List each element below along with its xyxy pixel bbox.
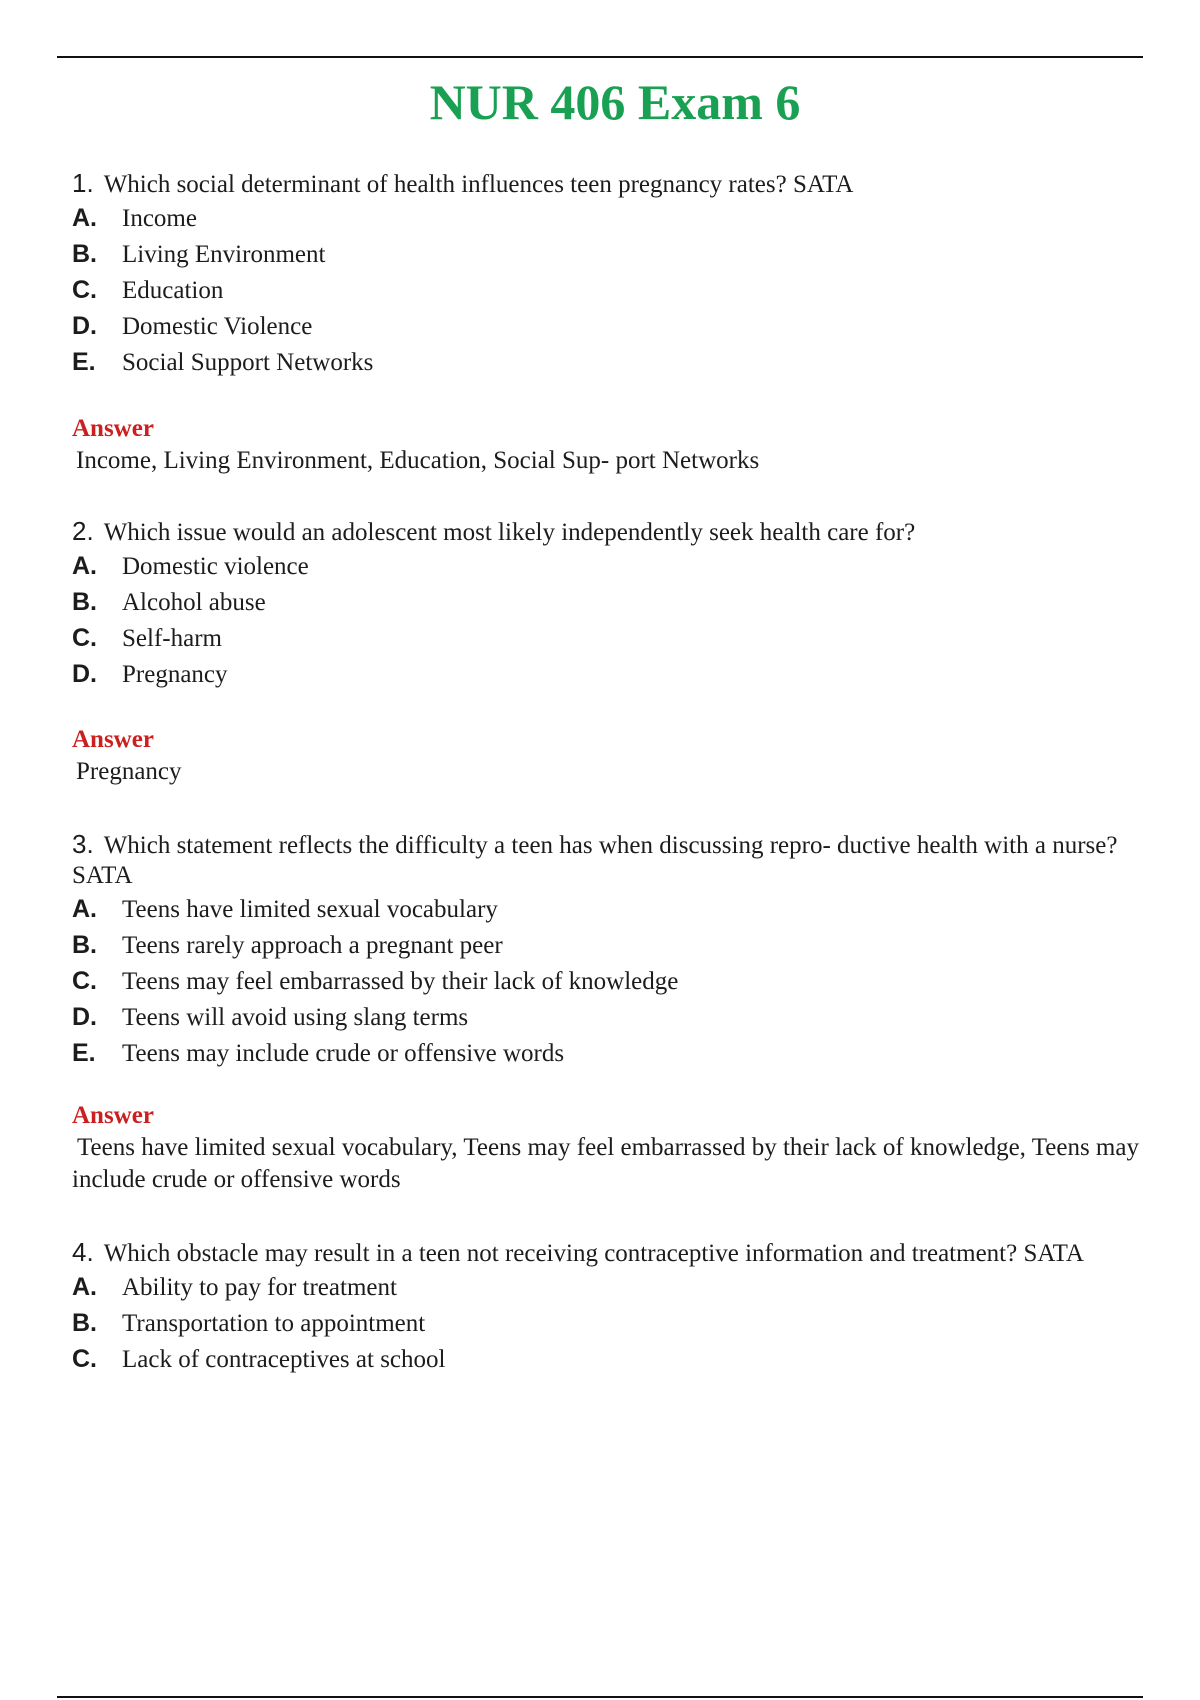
option-text: Teens rarely approach a pregnant peer [122, 932, 503, 959]
question-4 [72, 1237, 1152, 1377]
option-text: Domestic Violence [122, 313, 313, 340]
question-2 [72, 516, 1152, 692]
option-letter: D. [72, 312, 97, 340]
option-letter: C. [72, 624, 97, 652]
answer-label: Answer [72, 1102, 154, 1129]
option-c [72, 620, 1152, 656]
option-text: Teens may include crude or offensive words [122, 1040, 565, 1067]
question-1 [72, 168, 1152, 380]
option-a [72, 548, 1152, 584]
option-text: Pregnancy [122, 661, 228, 688]
option-e [72, 1035, 1152, 1071]
option-text: Alcohol abuse [122, 589, 266, 616]
option-letter: C. [72, 276, 97, 304]
question-number: 2. [72, 516, 94, 546]
page-title: NUR 406 Exam 6 [429, 74, 801, 130]
option-text: Domestic violence [122, 553, 309, 580]
option-text: Teens have limited sexual vocabulary [122, 896, 498, 923]
question-text [72, 516, 1152, 548]
question-stem: Which issue would an adolescent most likely independently seek health care for? [103, 519, 916, 546]
option-text: Lack of contraceptives at school [122, 1346, 446, 1373]
option-letter: E. [72, 348, 96, 376]
option-text: Ability to pay for treatment [122, 1274, 397, 1301]
option-text: Transportation to appointment [122, 1310, 426, 1337]
answer-label: Answer [72, 726, 154, 753]
question-3 [72, 829, 1152, 1071]
option-letter: D. [72, 660, 97, 688]
option-e [72, 344, 1152, 380]
option-b [72, 1305, 1152, 1341]
answer-3 [72, 1100, 1152, 1196]
option-c [72, 963, 1152, 999]
option-text: Education [122, 277, 224, 304]
option-text: Income [122, 205, 197, 232]
option-letter: A. [72, 552, 97, 580]
answer-text: Teens have limited sexual vocabulary, Teens may feel embarrassed by their lack of knowledge, Teens may include crude or offensive words [72, 1134, 1139, 1193]
question-number: 1. [72, 168, 94, 198]
answer-text: Income, Living Environment, Education, Social Sup- port Networks [76, 447, 760, 474]
option-text: Self-harm [122, 625, 222, 652]
option-b [72, 927, 1152, 963]
option-d [72, 999, 1152, 1035]
answer-1 [72, 413, 1152, 477]
option-letter: B. [72, 240, 97, 268]
option-b [72, 236, 1152, 272]
question-number: 3. [72, 829, 94, 859]
question-number: 4. [72, 1237, 94, 1267]
option-a [72, 891, 1152, 927]
question-stem: Which social determinant of health influences teen pregnancy rates? SATA [103, 171, 854, 198]
question-text [72, 1237, 1152, 1269]
option-b [72, 584, 1152, 620]
option-a [72, 1269, 1152, 1305]
option-d [72, 656, 1152, 692]
option-letter: A. [72, 1273, 97, 1301]
bottom-rule [57, 1696, 1143, 1698]
question-text [72, 168, 1152, 200]
option-letter: C. [72, 967, 97, 995]
option-letter: A. [72, 895, 97, 923]
option-a [72, 200, 1152, 236]
answer-text: Pregnancy [76, 758, 182, 785]
question-text [72, 829, 1152, 891]
option-letter: B. [72, 588, 97, 616]
option-text: Teens will avoid using slang terms [122, 1004, 469, 1031]
option-letter: A. [72, 204, 97, 232]
option-letter: B. [72, 931, 97, 959]
top-rule [57, 56, 1143, 58]
option-text: Social Support Networks [122, 349, 374, 376]
option-letter: B. [72, 1309, 97, 1337]
answer-label: Answer [72, 415, 154, 442]
option-d [72, 308, 1152, 344]
option-c [72, 1341, 1152, 1377]
question-stem: Which obstacle may result in a teen not receiving contraceptive information and treatment? SATA [103, 1240, 1084, 1267]
question-stem: Which statement reflects the difficulty a teen has when discussing repro- ductive health with a nurse? SATA [72, 832, 1118, 889]
answer-2 [72, 724, 1152, 788]
option-c [72, 272, 1152, 308]
option-text: Living Environment [122, 241, 326, 268]
option-letter: D. [72, 1003, 97, 1031]
option-letter: E. [72, 1039, 96, 1067]
option-text: Teens may feel embarrassed by their lack of knowledge [122, 968, 679, 995]
option-letter: C. [72, 1345, 97, 1373]
